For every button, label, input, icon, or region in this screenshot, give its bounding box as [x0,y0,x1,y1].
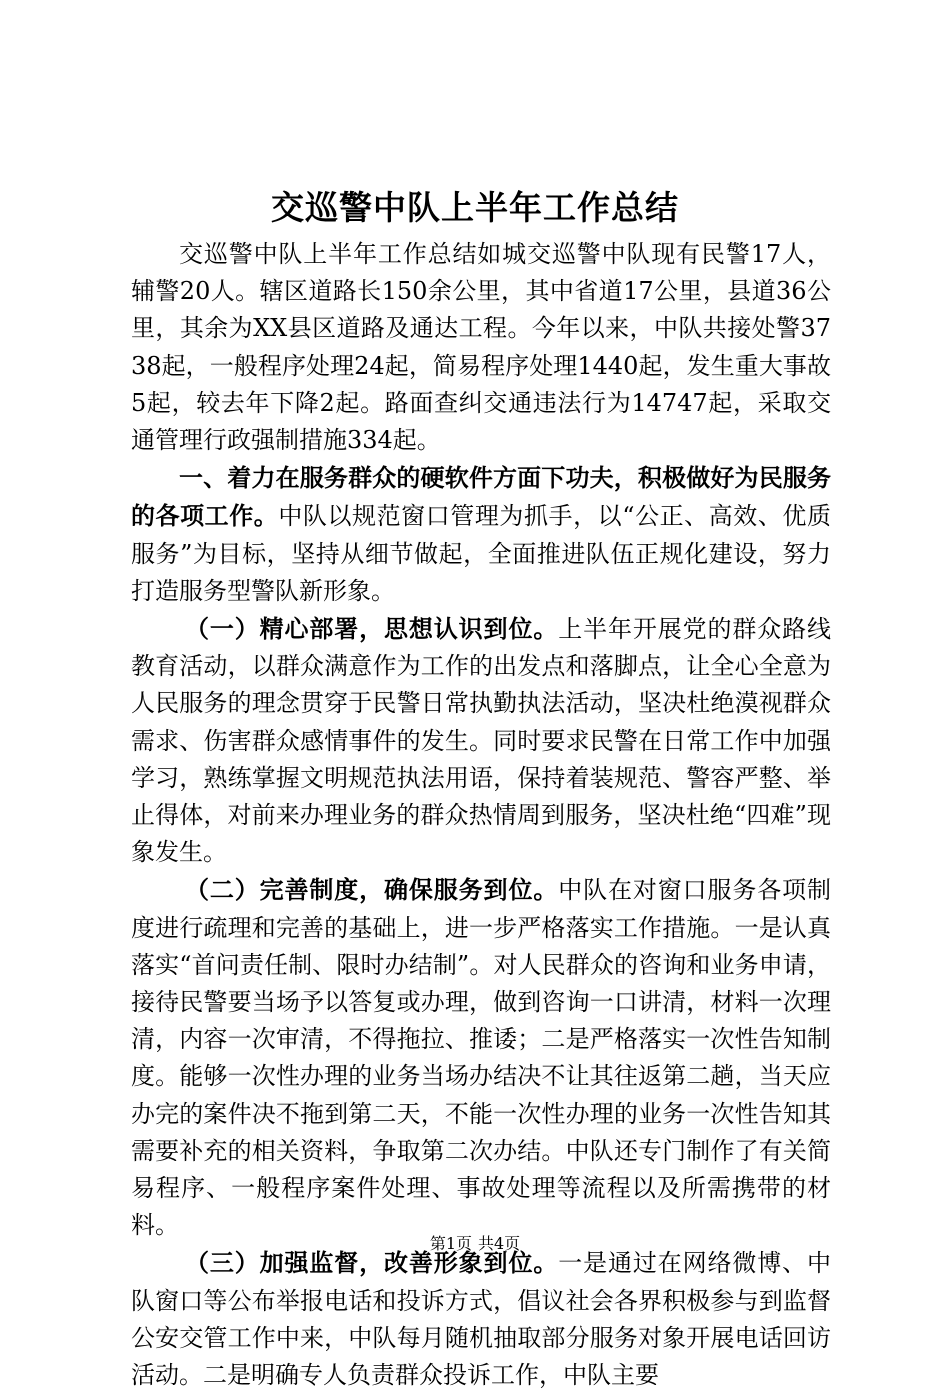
subsection-heading: （三）加强监督，改善形象到位。 [185,1248,559,1278]
paragraph-text: 上半年开展党的群众路线教育活动，以群众满意作为工作的出发点和落脚点，让全心全意为人民服务的理念贯穿于民警日常执勤执法活动，坚决杜绝漠视群众需求、伤害群众感情事件的发生。同时要求民警在日常工作中加强学习，熟练掌握文明规范执法用语，保持着装规范、警容严整、举止得体，对前来办理业务的群众热情周到服务，坚决杜绝“四难”现象发生。 [131,615,832,867]
paragraph-subsection-1 [131,610,831,871]
paragraph-intro [131,236,831,459]
section-heading: 一、着力在服务群众的硬软件方面下功夫，积极做好为民服务的各项工作。 [131,463,831,531]
paragraph-section-1 [131,459,831,610]
paragraph-text: 一是通过在网络微博、中队窗口等公布举报电话和投诉方式，倡议社会各界积极参与到监督公安交管工作中来，中队每月随机抽取部分服务对象开展电话回访活动。二是明确专人负责群众投诉工作，中队主要 [131,1249,832,1390]
paragraph-subsection-2 [131,871,831,1244]
paragraph-text: 中队以规范窗口管理为抓手，以“公正、高效、优质服务”为目标，坚持从细节做起，全面推进队伍正规化建设，努力打造服务型警队新形象。 [131,502,831,605]
paragraph-text: 中队在对窗口服务各项制度进行疏理和完善的基础上，进一步严格落实工作措施。一是认真落实“首问责任制、限时办结制”。对人民群众的咨询和业务申请，接待民警要当场予以答复或办理，做到咨询一口讲清，材料一次理清，内容一次审清，不得拖拉、推诿；二是严格落实一次性告知制度。能够一次性办理的业务当场办结决不让其往返第二趟，当天应办完的案件决不拖到第二天，不能一次性办理的业务一次性告知其需要补充的相关资料，争取第二次办结。中队还专门制作了有关简易程序、一般程序案件处理、事故处理等流程以及所需携带的材料。 [131,876,832,1240]
paragraph-text: 交巡警中队上半年工作总结如城交巡警中队现有民警17人，辅警20人。辖区道路长150余公里，其中省道17公里，县道36公里，其余为XX县区道路及通达工程。今年以来，中队共接处警3738起，一般程序处理24起，简易程序处理1440起，发生重大事故5起，较去年下降2起。路面查纠交通违法行为14747起，采取交通管理行政强制措施334起。 [131,240,831,455]
paragraph-subsection-3 [131,1244,831,1394]
subsection-heading: （一）精心部署，思想认识到位。 [185,614,559,644]
subsection-heading: （二）完善制度，确保服务到位。 [185,875,559,905]
page-footer [0,1232,950,1256]
page-number: 第1页 [429,1234,472,1253]
document-title: 交巡警中队上半年工作总结 [271,188,679,227]
page-total: 共4页 [478,1234,521,1253]
document-body [131,236,831,1394]
